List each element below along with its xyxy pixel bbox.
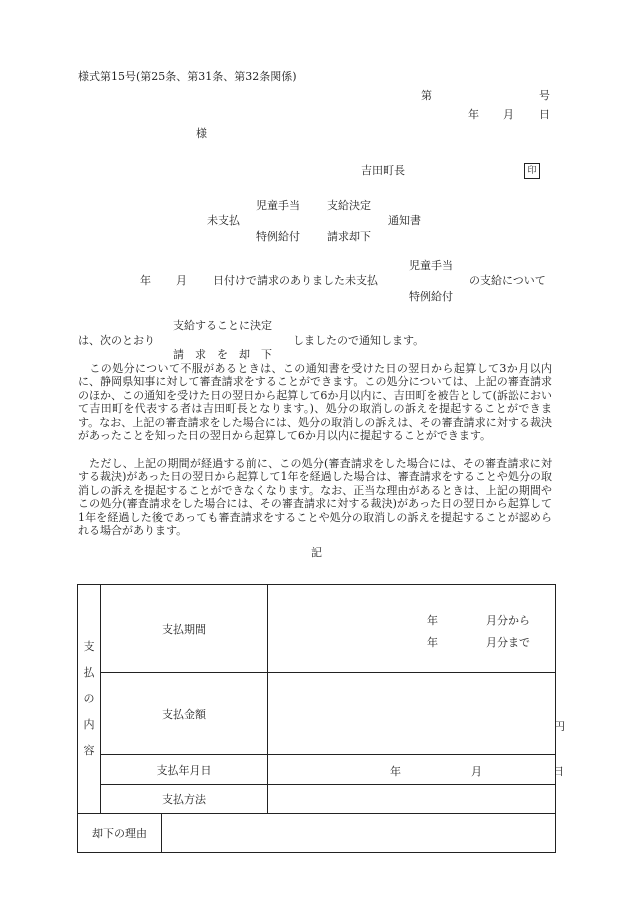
- payment-details-table: [77, 584, 565, 853]
- intro-month: 月: [176, 274, 187, 287]
- doc-number-prefix: 第: [421, 89, 432, 102]
- title-option-child-allowance: 児童手当: [256, 199, 300, 212]
- period-from-month: 月分から: [486, 614, 530, 627]
- payment-method-cell[interactable]: [268, 785, 556, 814]
- payment-contents-group-label: 支 払 の 内 容: [78, 585, 101, 814]
- intro-end: しましたので通知します。: [293, 334, 425, 347]
- appeal-notice-paragraph: この処分について不服があるときは、この通知書を受けた日の翌日から起算して3か月以内に、静岡県知事に対して審査請求をすることができます。この処分については、上記の審査請求のほか、この通知を受けた日の翌日から起算して6か月以内に、吉田町を被告として(訴訟において吉田町を代表する者は吉田町長となります。)、処分の取消しの訴えを提起することができます。なお、上記の審査請求をした場合には、処分の取消しの訴えは、その審査請求に対する裁決があったことを知った日の翌日から起算して6か月以内に提起することができます。: [78, 362, 552, 443]
- title-option-payment-decision: 支給決定: [327, 199, 371, 212]
- period-to-month: 月分まで: [486, 636, 530, 649]
- doc-number-suffix: 号: [539, 89, 550, 102]
- payment-date-year: 年: [390, 765, 401, 778]
- intro-date-text: 日付けで請求のありました未支払: [213, 274, 378, 287]
- sender-name: 吉田町長: [361, 164, 405, 177]
- intro-choice-rejection: 請 求 を 却 下: [173, 348, 272, 361]
- date-day: 日: [539, 108, 550, 121]
- rejection-reason-cell[interactable]: [162, 814, 556, 853]
- payment-date-cell[interactable]: [268, 755, 564, 785]
- intro-tail: の支給について: [469, 274, 546, 287]
- payment-date-label: 支払年月日: [101, 755, 268, 785]
- payment-period-cell[interactable]: [268, 585, 556, 673]
- payment-period-label: 支払期間: [101, 585, 268, 673]
- seal-mark: 印: [524, 163, 540, 179]
- ki-heading: 記: [311, 546, 322, 559]
- time-limit-paragraph: ただし、上記の期間が経過する前に、この処分(審査請求をした場合には、その審査請求に対する裁決)があった日の翌日から起算して1年を経過した場合は、審査請求をすることや処分の取消しの訴えを提起することができなくなります。なお、正当な理由があるときは、上記の期間やこの処分(審査請求をした場合には、その審査請求に対する裁決)があった日の翌日から起算して1年を経過した後であっても審査請求をすることや処分の取消しの訴えを提起することが認められる場合があります。: [78, 457, 552, 538]
- period-to-year: 年: [427, 636, 438, 649]
- intro-prefix: は、次のとおり: [78, 334, 155, 347]
- intro-option-child-allowance: 児童手当: [409, 259, 453, 272]
- period-from-year: 年: [427, 614, 438, 627]
- intro-choice-payment: 支給することに決定: [173, 319, 272, 332]
- title-option-request-rejection: 請求却下: [327, 230, 371, 243]
- title-suffix: 通知書: [388, 214, 421, 227]
- payment-date-month: 月: [471, 765, 482, 778]
- addressee-suffix: 様: [196, 127, 207, 140]
- intro-option-special-benefit: 特例給付: [409, 290, 453, 303]
- title-option-special-benefit: 特例給付: [256, 230, 300, 243]
- rejection-reason-label: 却下の理由: [78, 814, 162, 853]
- payment-amount-label: 支払金額: [101, 673, 268, 755]
- payment-amount-cell[interactable]: [268, 673, 565, 755]
- title-prefix: 未支払: [207, 214, 240, 227]
- intro-year: 年: [140, 274, 151, 287]
- payment-date-day: 日: [553, 765, 564, 778]
- yen-unit: 円: [554, 720, 565, 733]
- payment-method-label: 支払方法: [101, 785, 268, 814]
- date-month: 月: [503, 108, 514, 121]
- date-year: 年: [468, 108, 479, 121]
- form-title: 様式第15号(第25条、第31条、第32条関係): [78, 70, 297, 83]
